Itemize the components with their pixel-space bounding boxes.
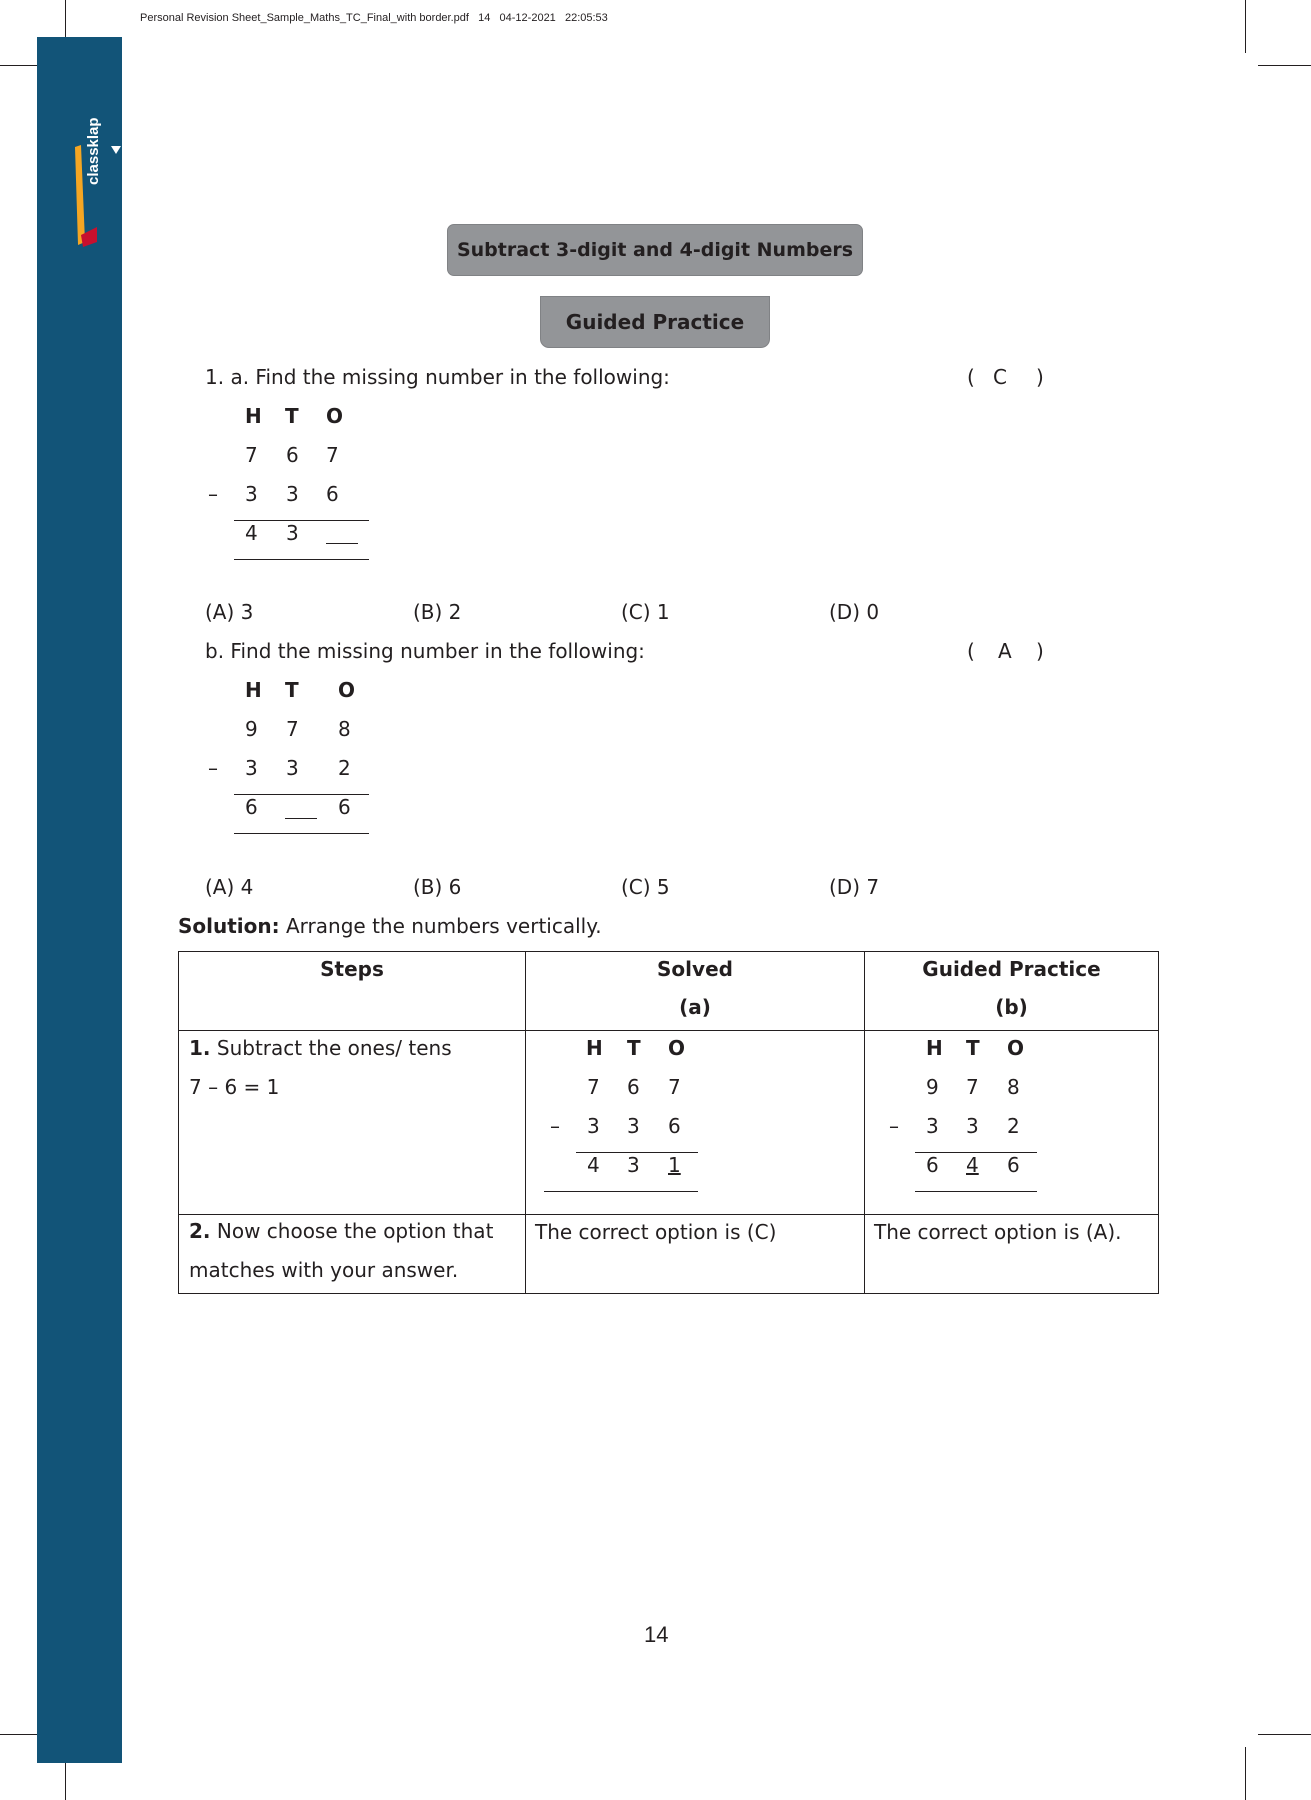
col-steps-label: Steps	[320, 957, 384, 981]
b-digit: 6	[926, 1153, 939, 1177]
a-digit: 4	[587, 1153, 600, 1177]
b-digit: 7	[966, 1075, 979, 1099]
step1-num: 1.	[189, 1036, 211, 1060]
a-header-t: T	[627, 1036, 641, 1060]
q1a-option-c: (C) 1	[621, 600, 670, 624]
q1b-option-d: (D) 7	[829, 875, 880, 899]
crop-mark	[1258, 1734, 1311, 1735]
q1b-option-b: (B) 6	[413, 875, 462, 899]
q1a-digit: 7	[245, 443, 258, 467]
b-minus-sign: –	[889, 1114, 899, 1138]
q1b-digit: 3	[286, 756, 299, 780]
a-minus-sign: –	[550, 1114, 560, 1138]
q1b-header-o: O	[338, 678, 356, 702]
q1a-digit: 4	[245, 521, 258, 545]
step2-b-text: The correct option is (A).	[874, 1220, 1122, 1244]
q1b-bottom-line	[234, 833, 369, 834]
q1b-header-h: H	[245, 678, 262, 702]
q1a-answer: C	[993, 365, 1007, 389]
q1b-option-c: (C) 5	[621, 875, 670, 899]
b-digit: 3	[966, 1114, 979, 1138]
q1a-header-o: O	[326, 404, 344, 428]
step2-desc: Now choose the option that	[216, 1219, 494, 1243]
step2-a-cell	[526, 1215, 865, 1294]
q1b-header-t: T	[285, 678, 299, 702]
q1a-bottom-line	[234, 559, 369, 560]
q1a-answer-open: (	[967, 365, 975, 389]
step1-desc: Subtract the ones/ tens	[216, 1036, 452, 1060]
b-digit-answer: 4	[966, 1153, 979, 1177]
col-solved-sub: (a)	[679, 995, 711, 1019]
step2-cell	[179, 1215, 526, 1294]
a-header-h: H	[586, 1036, 603, 1060]
q1a-digit: 3	[286, 521, 299, 545]
table-row	[179, 1031, 1159, 1215]
step2-line1	[189, 1212, 525, 1251]
b-header-t: T	[966, 1036, 980, 1060]
a-digit: 3	[587, 1114, 600, 1138]
a-digit: 7	[587, 1075, 600, 1099]
a-digit: 6	[627, 1075, 640, 1099]
q1b-answer-open: (	[967, 639, 975, 663]
q1b-digit: 8	[338, 717, 351, 741]
step1-text	[189, 1036, 452, 1060]
q1a-header-h: H	[245, 404, 262, 428]
solved-a-cell	[526, 1031, 865, 1215]
step1-cell	[179, 1031, 526, 1215]
a-header-o: O	[668, 1036, 686, 1060]
col-solved-header	[526, 952, 865, 1031]
q1b-digit: 2	[338, 756, 351, 780]
col-solved-label: Solved	[657, 957, 733, 981]
crop-mark	[1245, 1747, 1246, 1800]
q1a-option-a: (A) 3	[205, 600, 254, 624]
q1a-header-t: T	[285, 404, 299, 428]
step2-b-cell	[865, 1215, 1159, 1294]
a-digit-answer: 1	[668, 1153, 681, 1177]
col-guided-header	[865, 952, 1159, 1031]
table-header-row	[179, 952, 1159, 1031]
file-info-header: Personal Revision Sheet_Sample_Maths_TC_Final_with border.pdf 14 04-12-2021 22:05:53	[140, 12, 608, 24]
q1b-digit: 9	[245, 717, 258, 741]
q1b-digit: 3	[245, 756, 258, 780]
page-title: Subtract 3-digit and 4-digit Numbers	[447, 224, 863, 276]
q1a-prompt: 1. a. Find the missing number in the following:	[205, 365, 670, 389]
a-digit: 6	[668, 1114, 681, 1138]
b-digit: 6	[1007, 1153, 1020, 1177]
q1a-option-b: (B) 2	[413, 600, 462, 624]
q1b-prompt: b. Find the missing number in the following:	[205, 639, 645, 663]
step1-equation: 7 – 6 = 1	[189, 1075, 280, 1099]
q1a-digit: 6	[326, 482, 339, 506]
page-number: 14	[644, 1622, 669, 1647]
step2-line2: matches with your answer.	[189, 1258, 459, 1282]
crop-mark	[1258, 65, 1311, 66]
solution-table	[178, 951, 1159, 1294]
col-steps-header	[179, 952, 526, 1031]
b-header-h: H	[926, 1036, 943, 1060]
q1a-digit: 6	[286, 443, 299, 467]
q1b-digit: 6	[338, 795, 351, 819]
guided-b-cell	[865, 1031, 1159, 1215]
sidebar-band	[37, 37, 122, 1763]
b-header-o: O	[1007, 1036, 1025, 1060]
q1b-minus-sign: –	[208, 756, 218, 780]
solution-line	[178, 914, 602, 938]
a-digit: 3	[627, 1153, 640, 1177]
crop-mark	[1245, 0, 1246, 53]
a-digit: 3	[627, 1114, 640, 1138]
col-guided-label: Guided Practice	[922, 957, 1101, 981]
q1a-minus-sign: –	[208, 482, 218, 506]
q1b-digit: 6	[245, 795, 258, 819]
q1b-answer: A	[998, 639, 1012, 663]
q1b-digit: 7	[286, 717, 299, 741]
b-digit: 2	[1007, 1114, 1020, 1138]
b-bottom-line	[915, 1191, 1037, 1192]
q1b-answer-close: )	[1036, 639, 1044, 663]
col-guided-sub: (b)	[995, 995, 1028, 1019]
step2-a-text: The correct option is (C)	[535, 1220, 777, 1244]
section-label: Guided Practice	[540, 296, 770, 348]
q1b-option-a: (A) 4	[205, 875, 254, 899]
q1a-blank	[326, 543, 358, 544]
q1b-blank	[285, 818, 317, 819]
q1a-digit: 3	[245, 482, 258, 506]
q1a-option-d: (D) 0	[829, 600, 880, 624]
a-digit: 7	[668, 1075, 681, 1099]
a-bottom-line	[544, 1191, 698, 1192]
b-digit: 8	[1007, 1075, 1020, 1099]
logo-wordmark: classklap	[85, 117, 102, 185]
b-digit: 9	[926, 1075, 939, 1099]
q1a-answer-close: )	[1036, 365, 1044, 389]
table-row	[179, 1215, 1159, 1294]
b-digit: 3	[926, 1114, 939, 1138]
q1a-digit: 7	[326, 443, 339, 467]
solution-text: Arrange the numbers vertically.	[286, 914, 602, 938]
solution-label: Solution:	[178, 914, 280, 938]
step2-num: 2.	[189, 1219, 211, 1243]
q1a-digit: 3	[286, 482, 299, 506]
